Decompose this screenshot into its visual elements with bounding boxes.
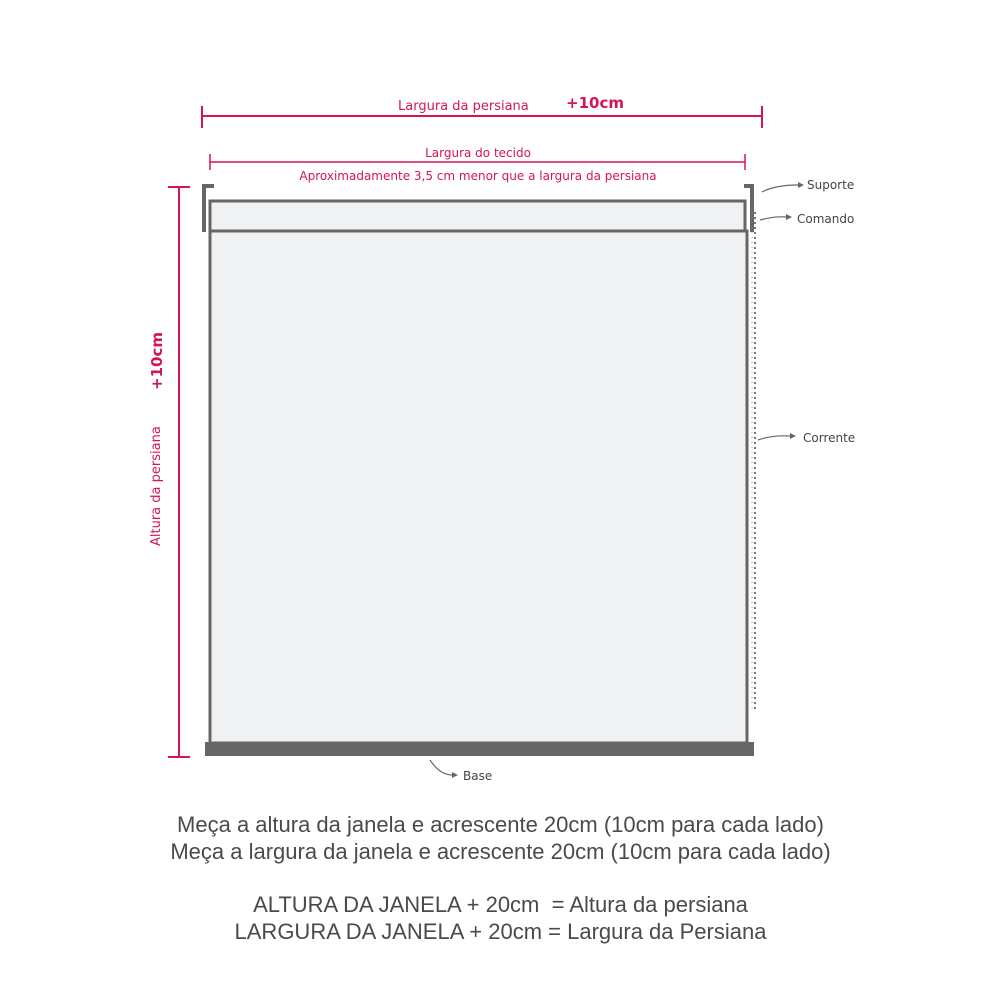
control-chain (752, 212, 755, 710)
blind-height-add: +10cm (148, 332, 166, 390)
blind-width-dimension (202, 94, 762, 128)
formula-height: ALTURA DA JANELA + 20cm = Altura da persiana (253, 892, 748, 917)
fabric-width-dimension (210, 146, 745, 183)
fabric-width-note: Aproximadamente 3,5 cm menor que a largura da persiana (299, 169, 657, 183)
blind-width-label: Largura da persiana (398, 99, 529, 114)
blind-width-add: +10cm (566, 94, 624, 112)
chain-label: Corrente (803, 431, 856, 445)
instruction-height: Meça a altura da janela e acrescente 20cm (10cm para cada lado) (177, 812, 824, 837)
base-label: Base (463, 769, 493, 783)
headrail (210, 201, 745, 231)
fabric-panel (210, 231, 747, 743)
control-label: Comando (797, 212, 855, 226)
blind-height-label: Altura da persiana (149, 426, 164, 546)
support-label: Suporte (807, 178, 855, 192)
callout-control (760, 212, 854, 226)
callout-chain (758, 431, 855, 445)
formula-width: LARGURA DA JANELA + 20cm = Largura da Persiana (234, 919, 767, 944)
blind-height-dimension (148, 187, 190, 757)
bottom-bar (205, 742, 754, 756)
callout-base (430, 760, 492, 783)
fabric-width-label: Largura do tecido (425, 146, 531, 160)
callout-support (762, 178, 854, 192)
instruction-width: Meça a largura da janela e acrescente 20cm (10cm para cada lado) (170, 839, 831, 864)
